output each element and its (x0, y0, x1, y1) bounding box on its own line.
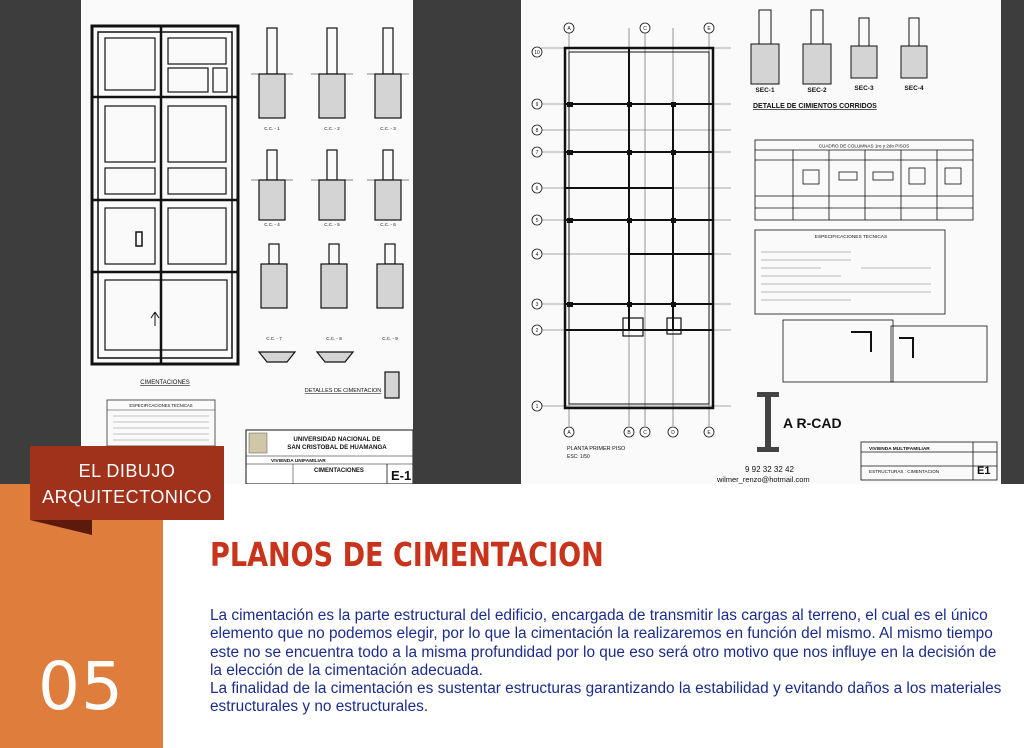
specs-title-right: ESPECIFICACIONES TECNICAS (814, 235, 888, 240)
body-text (210, 607, 1010, 717)
section-label-6: C.C. - 6 (380, 222, 396, 227)
project-name-left: VIVIENDA UNIFAMILIAR (271, 459, 326, 464)
grid-number-1: 1 (535, 404, 539, 410)
details-caption: DETALLES DE CIMENTACION (304, 388, 382, 394)
grid-letter-b: B (627, 430, 631, 436)
section-ribbon (30, 446, 224, 520)
grid-number-2: 2 (535, 328, 539, 334)
foundation-plan-drawing-right (521, 0, 1001, 484)
section-label-9: C.C. - 9 (382, 336, 398, 341)
strip-section-1: SEC-1 (755, 87, 775, 94)
grid-number-6: 6 (535, 186, 539, 192)
university-line2: SAN CRISTOBAL DE HUAMANGA (287, 444, 387, 451)
construction-details (783, 320, 987, 382)
logo-text: A R-CAD (783, 415, 842, 431)
grid-number-bubbles (532, 23, 714, 437)
section-label-5: C.C. - 5 (324, 222, 340, 227)
grid-letter-d: D (671, 430, 675, 436)
section-label-3: C.C. - 3 (380, 126, 396, 131)
grid-number-3: 3 (535, 302, 539, 308)
strip-foundation-sections (751, 10, 927, 84)
strip-section-2: SEC-2 (807, 87, 827, 94)
university-line1: UNIVERSIDAD NACIONAL DE (293, 436, 381, 443)
plan-scale: ESC: 1/50 (567, 454, 590, 460)
sheet-code-right: E1 (977, 465, 991, 477)
foundation-plan-svg (81, 0, 413, 484)
body-paragraph-2: La finalidad de la cimentación es sustentar estructuras garantizando la estabilidad y evitando daños a los materiales estructurales y no estructurales. (210, 680, 1002, 716)
technical-specs-right (755, 230, 945, 314)
sheet-title-left: CIMENTACIONES (314, 468, 364, 474)
chapter-number: 05 (38, 648, 124, 725)
grid-letter-a: A (567, 430, 571, 436)
sheet-code-left: E-1 (391, 468, 412, 483)
section-label-2: C.C. - 2 (324, 126, 340, 131)
grid-letter-c: C (643, 430, 647, 436)
section-label-7: C.C. - 7 (266, 336, 282, 341)
column-markers (567, 102, 676, 307)
columns-table-title: CUADRO DE COLUMNAS 1ro y 2do PISOS (818, 143, 910, 149)
ribbon-line-2: ARQUITECTONICO (42, 487, 212, 507)
grid-letter-e: E (707, 430, 711, 436)
foundation-plan (92, 26, 238, 364)
ribbon-fold (30, 520, 92, 535)
specs-title: ESPECIFICACIONES TECNICAS (129, 403, 193, 408)
foundation-plan-drawing-left (81, 0, 413, 484)
grid-number-4: 4 (535, 252, 539, 258)
contact-phone: 9 92 32 32 42 (745, 465, 794, 474)
strip-section-4: SEC-4 (904, 85, 924, 92)
slide-title: PLANOS DE CIMENTACION (210, 535, 604, 574)
ribbon-line-1: EL DIBUJO (78, 461, 176, 481)
grid-number-9: 9 (535, 102, 539, 108)
plan-caption-right: PLANTA PRIMER PISO (567, 446, 626, 452)
strip-section-3: SEC-3 (854, 85, 874, 92)
contact-email: wilmer_renzo@hotmail.com (717, 475, 810, 484)
grid-letter-top-e: E (707, 26, 711, 32)
section-label-4: C.C. - 4 (264, 222, 280, 227)
grid-letter-top-c: C (643, 26, 647, 32)
grid-number-8: 8 (535, 128, 539, 134)
plan-caption: CIMENTACIONES (140, 380, 190, 386)
grid-number-7: 7 (535, 150, 539, 156)
grid-number-5: 5 (535, 218, 539, 224)
columns-table (755, 140, 973, 220)
grid-number-10: 10 (534, 50, 540, 56)
grid-letter-top-a: A (567, 26, 571, 32)
section-label-8: C.C. - 8 (326, 336, 342, 341)
section-label-1: C.C. - 1 (264, 126, 280, 131)
project-name-right: VIVIENDA MULTIFAMILIAR (869, 447, 930, 452)
sheet-title-right: ESTRUCTURAS : CIMENTACION (869, 469, 940, 474)
floor-plan-walls (565, 48, 713, 408)
floor-plan-svg (521, 0, 1001, 484)
body-paragraph-1: La cimentación es la parte estructural del edificio, encargada de transmitir las cargas al terreno, el cual es el único elemento que no podemos elegir, por lo que la cimentación la realizaremos en función del mismo. Al mismo tiempo este no se encuentra todo a la misma profundidad por lo que eso será otro motivo que nos influye en la decisión de la elección de la cimentación adecuada. (210, 607, 997, 679)
foundation-section-details (251, 28, 409, 398)
strip-details-title: DETALLE DE CIMIENTOS CORRIDOS (753, 103, 877, 110)
ar-cad-logo (757, 392, 779, 452)
